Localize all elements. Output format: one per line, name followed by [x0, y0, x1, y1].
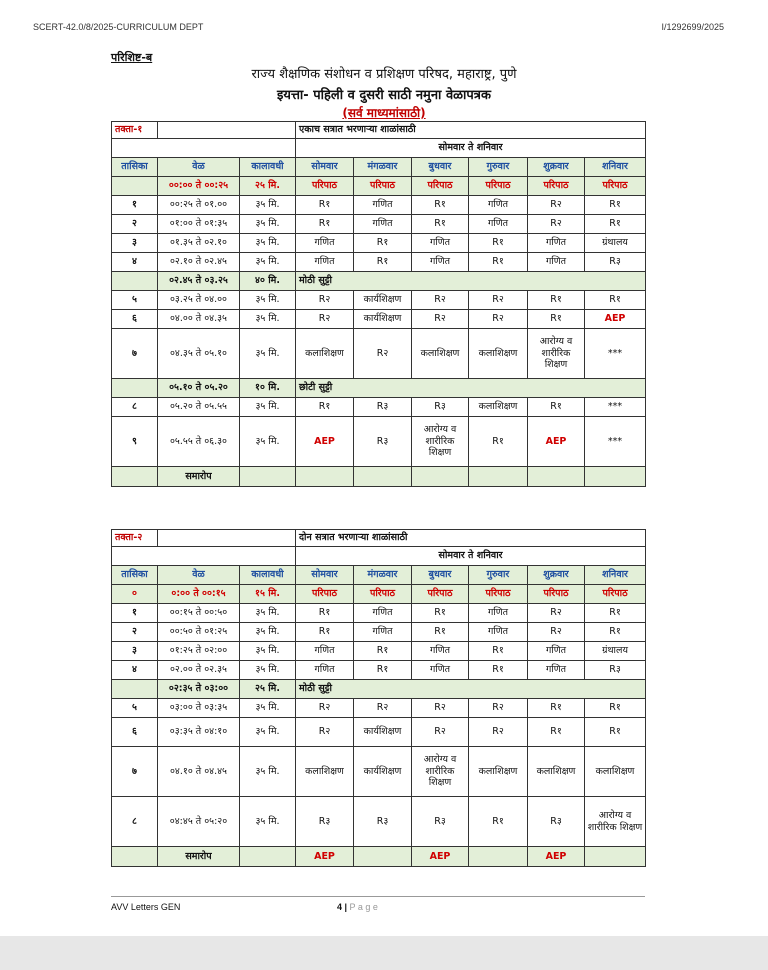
period-cell: २ — [112, 215, 158, 234]
subject-cell: AEP — [585, 310, 646, 329]
subject-cell: R१ — [412, 604, 469, 623]
subject-cell: आरोग्य व शारीरिक शिक्षण — [585, 797, 646, 847]
time-cell: ०२.०० ते ०२.३५ — [158, 661, 240, 680]
subject-cell — [528, 467, 585, 487]
title-council: राज्य शैक्षणिक संशोधन व प्रशिक्षण परिषद, महाराष्ट्र, पुणे — [251, 67, 517, 82]
subject-cell: R१ — [412, 623, 469, 642]
subject-cell — [296, 467, 354, 487]
header-number: I/1292699/2025 — [661, 22, 724, 32]
subject-cell: R२ — [412, 699, 469, 718]
subject-cell: R२ — [296, 310, 354, 329]
table-row — [112, 642, 646, 661]
period-cell: ४ — [112, 661, 158, 680]
subject-cell: आरोग्य व शारीरिक शिक्षण — [528, 329, 585, 379]
time-cell: ०५.१० ते ०५.२० — [158, 379, 240, 398]
subject-cell: R१ — [585, 215, 646, 234]
page-number — [337, 902, 378, 912]
subject-cell: R१ — [528, 718, 585, 747]
column-header: मंगळवार — [354, 566, 412, 585]
table-row — [112, 467, 646, 487]
days-group-header: सोमवार ते शनिवार — [296, 547, 646, 566]
subject-cell: कलाशिक्षण — [412, 329, 469, 379]
duration-cell: १५ मि. — [240, 585, 296, 604]
break-label: मोठी सुट्टी — [296, 680, 646, 699]
page-shadow — [0, 936, 768, 970]
period-cell: १ — [112, 196, 158, 215]
duration-cell: ३५ मि. — [240, 291, 296, 310]
column-header: गुरुवार — [469, 158, 528, 177]
subject-cell — [240, 847, 296, 867]
subject-cell: गणित — [296, 253, 354, 272]
table-group-row — [112, 547, 646, 566]
period-cell: ३ — [112, 234, 158, 253]
time-cell: ०३.२५ ते ०४.०० — [158, 291, 240, 310]
column-header: कालावधी — [240, 566, 296, 585]
table-label-gap — [158, 122, 296, 139]
subject-cell: AEP — [528, 847, 585, 867]
subject-cell: गणित — [354, 215, 412, 234]
period-cell: ९ — [112, 417, 158, 467]
subject-cell: R१ — [585, 604, 646, 623]
subject-cell: R१ — [528, 310, 585, 329]
subject-cell — [585, 467, 646, 487]
column-header: गुरुवार — [469, 566, 528, 585]
table-row — [112, 234, 646, 253]
closing-label: समारोप — [158, 847, 240, 867]
subject-cell: R३ — [412, 398, 469, 417]
duration-cell: ३५ मि. — [240, 661, 296, 680]
subject-cell: R२ — [528, 623, 585, 642]
subject-cell: R३ — [412, 797, 469, 847]
column-header: बुधवार — [412, 566, 469, 585]
subject-cell: कलाशिक्षण — [469, 329, 528, 379]
timetable-2 — [111, 529, 646, 867]
subject-cell: कार्यशिक्षण — [354, 310, 412, 329]
period-cell: २ — [112, 623, 158, 642]
subject-cell: कलाशिक्षण — [296, 329, 354, 379]
subject-cell: आरोग्य व शारीरिक शिक्षण — [412, 417, 469, 467]
time-cell: ०३:३५ ते ०४:१० — [158, 718, 240, 747]
subject-cell: R१ — [528, 398, 585, 417]
subject-cell: R१ — [585, 623, 646, 642]
page-word: P a g e — [349, 902, 378, 912]
footer-text: AVV Letters GEN — [111, 902, 181, 912]
subject-cell — [469, 467, 528, 487]
period-cell: १ — [112, 604, 158, 623]
subject-cell: परिपाठ — [469, 585, 528, 604]
subject-cell: ग्रंथालय — [585, 642, 646, 661]
column-header: सोमवार — [296, 566, 354, 585]
subject-cell: R२ — [469, 310, 528, 329]
subject-cell: R२ — [469, 291, 528, 310]
subject-cell: R१ — [296, 196, 354, 215]
table-row — [112, 196, 646, 215]
subject-cell: R२ — [528, 196, 585, 215]
subject-cell: R१ — [528, 291, 585, 310]
duration-cell: ३५ मि. — [240, 398, 296, 417]
period-cell: ८ — [112, 797, 158, 847]
time-cell: ०२:३५ ते ०३:०० — [158, 680, 240, 699]
subject-cell: R१ — [469, 417, 528, 467]
subject-cell: R१ — [296, 398, 354, 417]
subject-cell: परिपाठ — [412, 177, 469, 196]
duration-cell: ३५ मि. — [240, 797, 296, 847]
closing-label: समारोप — [158, 467, 240, 487]
subject-cell: कलाशिक्षण — [585, 747, 646, 797]
period-cell: ८ — [112, 398, 158, 417]
table-label: तक्ता-२ — [112, 530, 158, 547]
footer-divider — [111, 896, 645, 897]
subject-cell: परिपाठ — [585, 585, 646, 604]
subject-cell: AEP — [528, 417, 585, 467]
subject-cell: गणित — [354, 604, 412, 623]
duration-cell: ३५ मि. — [240, 417, 296, 467]
subject-cell: गणित — [469, 196, 528, 215]
subject-cell: R१ — [354, 661, 412, 680]
subject-cell — [112, 847, 158, 867]
period-cell: ६ — [112, 718, 158, 747]
subject-cell: R२ — [296, 718, 354, 747]
subject-cell: R१ — [354, 642, 412, 661]
column-header: शनिवार — [585, 158, 646, 177]
column-header: शनिवार — [585, 566, 646, 585]
subject-cell: परिपाठ — [354, 585, 412, 604]
column-header: तासिका — [112, 158, 158, 177]
subject-cell: R२ — [412, 310, 469, 329]
time-cell: ००:५० ते ०१:२५ — [158, 623, 240, 642]
duration-cell: ३५ मि. — [240, 310, 296, 329]
column-header: वेळ — [158, 158, 240, 177]
column-header: शुक्रवार — [528, 566, 585, 585]
subject-cell: गणित — [528, 253, 585, 272]
period-cell — [112, 272, 158, 291]
subject-cell: R२ — [469, 718, 528, 747]
subject-cell: गणित — [412, 661, 469, 680]
subject-cell: गणित — [412, 642, 469, 661]
column-header: वेळ — [158, 566, 240, 585]
duration-cell: ३५ मि. — [240, 215, 296, 234]
subject-cell: गणित — [354, 623, 412, 642]
subject-cell: गणित — [528, 642, 585, 661]
time-cell: ००:१५ ते ००:५० — [158, 604, 240, 623]
duration-cell: १० मि. — [240, 379, 296, 398]
table-label-row — [112, 530, 646, 547]
duration-cell: ३५ मि. — [240, 699, 296, 718]
subject-cell — [412, 467, 469, 487]
time-cell: ००:०० ते ००:२५ — [158, 177, 240, 196]
subject-cell: R१ — [296, 623, 354, 642]
subject-cell: गणित — [296, 642, 354, 661]
subject-cell: R३ — [296, 797, 354, 847]
time-cell: ०२.४५ ते ०३.२५ — [158, 272, 240, 291]
subject-cell: R३ — [585, 661, 646, 680]
subject-cell: R१ — [585, 699, 646, 718]
subject-cell: परिपाठ — [469, 177, 528, 196]
subject-cell: कलाशिक्षण — [528, 747, 585, 797]
subject-cell — [354, 847, 412, 867]
duration-cell: ३५ मि. — [240, 604, 296, 623]
subject-cell: गणित — [354, 196, 412, 215]
subject-cell — [354, 467, 412, 487]
table-row — [112, 177, 646, 196]
table-row — [112, 623, 646, 642]
subject-cell: R१ — [469, 234, 528, 253]
table-row — [112, 291, 646, 310]
break-label: मोठी सुट्टी — [296, 272, 646, 291]
column-header: सोमवार — [296, 158, 354, 177]
subject-cell: कलाशिक्षण — [296, 747, 354, 797]
subject-cell: R२ — [354, 329, 412, 379]
duration-cell: ३५ मि. — [240, 747, 296, 797]
subject-cell: गणित — [469, 215, 528, 234]
period-cell — [112, 177, 158, 196]
subject-cell: R२ — [296, 291, 354, 310]
subject-cell: गणित — [469, 623, 528, 642]
column-header: कालावधी — [240, 158, 296, 177]
time-cell: ०३:०० ते ०३:३५ — [158, 699, 240, 718]
table-row — [112, 680, 646, 699]
subject-cell: परिपाठ — [354, 177, 412, 196]
subject-cell: R३ — [354, 398, 412, 417]
table-row — [112, 661, 646, 680]
subject-cell: R१ — [412, 196, 469, 215]
subject-cell: R१ — [469, 642, 528, 661]
subject-cell — [240, 467, 296, 487]
subject-cell: R२ — [354, 699, 412, 718]
table-row — [112, 747, 646, 797]
table-row — [112, 699, 646, 718]
time-cell: ०१.३५ ते ०२.१० — [158, 234, 240, 253]
table-header-row — [112, 158, 646, 177]
time-cell: ०५.५५ ते ०६.३० — [158, 417, 240, 467]
column-header: शुक्रवार — [528, 158, 585, 177]
subject-cell: R१ — [296, 604, 354, 623]
subject-cell: परिपाठ — [528, 177, 585, 196]
subject-cell: R२ — [412, 291, 469, 310]
header-reference: SCERT-42.0/8/2025-CURRICULUM DEPT — [33, 22, 204, 32]
duration-cell: ३५ मि. — [240, 623, 296, 642]
time-cell: ०५.२० ते ०५.५५ — [158, 398, 240, 417]
subject-cell: कार्यशिक्षण — [354, 747, 412, 797]
table-row — [112, 847, 646, 867]
period-cell — [112, 379, 158, 398]
time-cell: ०२.१० ते ०२.४५ — [158, 253, 240, 272]
subject-cell: ग्रंथालय — [585, 234, 646, 253]
time-cell: ००:२५ ते ०१.०० — [158, 196, 240, 215]
subject-cell: *** — [585, 417, 646, 467]
duration-cell: ३५ मि. — [240, 196, 296, 215]
subject-cell: R१ — [469, 797, 528, 847]
subject-cell: R१ — [296, 215, 354, 234]
subject-cell: R३ — [528, 797, 585, 847]
page-number-value: 4 | — [337, 902, 348, 912]
column-header: तासिका — [112, 566, 158, 585]
subject-cell: R१ — [412, 215, 469, 234]
subject-cell: *** — [585, 329, 646, 379]
days-group-header: सोमवार ते शनिवार — [296, 139, 646, 158]
table-row — [112, 718, 646, 747]
period-cell: ५ — [112, 291, 158, 310]
subject-cell: R२ — [412, 718, 469, 747]
duration-cell: ४० मि. — [240, 272, 296, 291]
subject-cell: परिपाठ — [528, 585, 585, 604]
duration-cell: ३५ मि. — [240, 329, 296, 379]
period-cell: ७ — [112, 329, 158, 379]
subject-cell: गणित — [469, 604, 528, 623]
time-cell: ०४.१० ते ०४.४५ — [158, 747, 240, 797]
subject-cell: कार्यशिक्षण — [354, 718, 412, 747]
subject-cell: R१ — [585, 291, 646, 310]
subject-cell: R२ — [528, 215, 585, 234]
subject-cell: गणित — [528, 234, 585, 253]
subject-cell: गणित — [296, 661, 354, 680]
subject-cell: परिपाठ — [296, 177, 354, 196]
duration-cell: २५ मि. — [240, 177, 296, 196]
subject-cell: R१ — [585, 718, 646, 747]
table-group-row — [112, 139, 646, 158]
subject-cell — [112, 467, 158, 487]
time-cell: ०४.०० ते ०४.३५ — [158, 310, 240, 329]
column-header: मंगळवार — [354, 158, 412, 177]
subject-cell: R२ — [528, 604, 585, 623]
subject-cell: R२ — [469, 699, 528, 718]
subject-cell: AEP — [296, 847, 354, 867]
title-timetable: इयत्ता- पहिली व दुसरी साठी नमुना वेळापत्रक — [277, 88, 491, 103]
time-cell: ०१:०० ते ०१:३५ — [158, 215, 240, 234]
table-row — [112, 215, 646, 234]
subject-cell: R१ — [528, 699, 585, 718]
duration-cell: ३५ मि. — [240, 718, 296, 747]
subject-cell: R३ — [354, 417, 412, 467]
table-row — [112, 272, 646, 291]
table-row — [112, 329, 646, 379]
subject-cell: गणित — [412, 253, 469, 272]
table-title: एकाच सत्रात भरणाऱ्या शाळांसाठी — [296, 122, 646, 139]
subject-cell — [469, 847, 528, 867]
break-label: छोटी सुट्टी — [296, 379, 646, 398]
time-cell: ०१:२५ ते ०२:०० — [158, 642, 240, 661]
timetable-1 — [111, 121, 646, 487]
period-cell — [112, 680, 158, 699]
subject-cell: गणित — [412, 234, 469, 253]
table-label-row — [112, 122, 646, 139]
table-row — [112, 310, 646, 329]
subject-cell: R१ — [469, 253, 528, 272]
period-cell: ६ — [112, 310, 158, 329]
table-title: दोन सत्रात भरणाऱ्या शाळांसाठी — [296, 530, 646, 547]
group-gap — [112, 139, 296, 158]
table-row — [112, 417, 646, 467]
subject-cell: R१ — [354, 253, 412, 272]
duration-cell: ३५ मि. — [240, 253, 296, 272]
table-header-row — [112, 566, 646, 585]
time-cell: ०:०० ते ००:१५ — [158, 585, 240, 604]
subject-cell: R२ — [296, 699, 354, 718]
table-label-gap — [158, 530, 296, 547]
duration-cell: ३५ मि. — [240, 642, 296, 661]
table-row — [112, 398, 646, 417]
period-cell: ४ — [112, 253, 158, 272]
column-header: बुधवार — [412, 158, 469, 177]
subject-cell: AEP — [296, 417, 354, 467]
group-gap — [112, 547, 296, 566]
table-label: तक्ता-१ — [112, 122, 158, 139]
subject-cell: गणित — [528, 661, 585, 680]
table-row — [112, 585, 646, 604]
subject-cell: परिपाठ — [412, 585, 469, 604]
annex-label: परिशिष्ट-ब — [111, 51, 153, 64]
period-cell: ० — [112, 585, 158, 604]
duration-cell: ३५ मि. — [240, 234, 296, 253]
period-cell: ५ — [112, 699, 158, 718]
time-cell: ०४:४५ ते ०५:२० — [158, 797, 240, 847]
subject-cell: R३ — [585, 253, 646, 272]
subject-cell: कलाशिक्षण — [469, 747, 528, 797]
subject-cell: *** — [585, 398, 646, 417]
subject-cell: गणित — [296, 234, 354, 253]
duration-cell: २५ मि. — [240, 680, 296, 699]
subject-cell: आरोग्य व शारीरिक शिक्षण — [412, 747, 469, 797]
table-row — [112, 604, 646, 623]
subject-cell: R१ — [469, 661, 528, 680]
subject-cell: कलाशिक्षण — [469, 398, 528, 417]
title-medium: (सर्व माध्यमांसाठी) — [342, 106, 426, 120]
table-row — [112, 797, 646, 847]
subject-cell: कार्यशिक्षण — [354, 291, 412, 310]
subject-cell: परिपाठ — [296, 585, 354, 604]
subject-cell: R१ — [585, 196, 646, 215]
table-row — [112, 379, 646, 398]
period-cell: ७ — [112, 747, 158, 797]
subject-cell: R१ — [354, 234, 412, 253]
subject-cell: परिपाठ — [585, 177, 646, 196]
subject-cell — [585, 847, 646, 867]
period-cell: ३ — [112, 642, 158, 661]
time-cell: ०४.३५ ते ०५.१० — [158, 329, 240, 379]
subject-cell: R३ — [354, 797, 412, 847]
table-row — [112, 253, 646, 272]
subject-cell: AEP — [412, 847, 469, 867]
